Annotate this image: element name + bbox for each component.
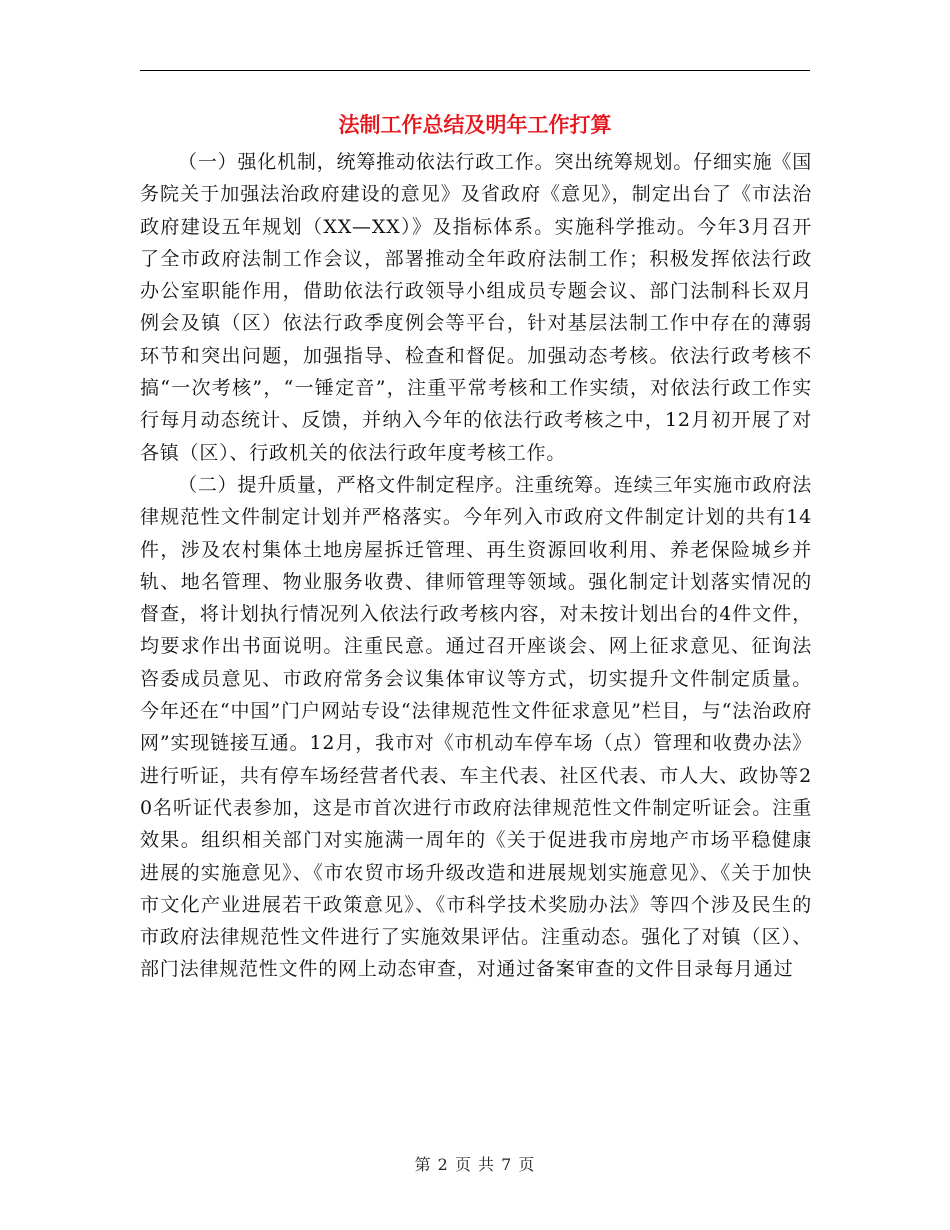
page-footer: 第 2 页 共 7 页 xyxy=(414,1155,536,1174)
document-title: 法制工作总结及明年工作打算 xyxy=(338,113,612,137)
header-rule xyxy=(140,70,810,71)
paragraph-2: （二）提升质量，严格文件制定程序。注重统筹。连续三年实施市政府法律规范性文件制定计划并严格落实。今年列入市政府文件制定计划的共有14件，涉及农村集体土地房屋拆迁管理、再生资源回收利用、养老保险城乡并轨、地名管理、物业服务收费、律师管理等领域。强化制定计划落实情况的督查，将计划执行情况列入依法行政考核内容，对未按计划出台的4件文件，均要求作出书面说明。注重民意。通过召开座谈会、网上征求意见、征询法咨委成员意见、市政府常务会议集体审议等方式，切实提升文件制定质量。今年还在“中国”门户网站专设“法律规范性文件征求意见”栏目，与“法治政府网”实现链接互通。12月，我市对《市机动车停车场（点）管理和收费办法》进行听证，共有停车场经营者代表、车主代表、社区代表、市人大、政协等20名听证代表参加，这是市首次进行市政府法律规范性文件制定听证会。注重效果。组织相关部门对实施满一周年的《关于促进我市房地产市场平稳健康进展的实施意见》、《市农贸市场升级改造和进展规划实施意见》、《关于加快市文化产业进展若干政策意见》、《市科学技术奖励办法》等四个涉及民生的市政府法律规范性文件进行了实施效果评估。注重动态。强化了对镇（区）、部门法律规范性文件的网上动态审查，对通过备案审查的文件目录每月通过 xyxy=(140,473,812,981)
paragraph-1: （一）强化机制，统筹推动依法行政工作。突出统筹规划。仔细实施《国务院关于加强法治政府建设的意见》及省政府《意见》，制定出台了《市法治政府建设五年规划（XX—XX）》及指标体系。实施科学推动。今年3月召开了全市政府法制工作会议，部署推动全年政府法制工作；积极发挥依法行政办公室职能作用，借助依法行政领导小组成员专题会议、部门法制科长双月例会及镇（区）依法行政季度例会等平台，针对基层法制工作中存在的薄弱环节和突出问题，加强指导、检查和督促。加强动态考核。依法行政考核不搞“一次考核”，“一锤定音”，注重平常考核和工作实绩，对依法行政工作实行每月动态统计、反馈，并纳入今年的依法行政考核之中，12月初开展了对各镇（区）、行政机关的依法行政年度考核工作。 xyxy=(140,151,812,464)
document-body xyxy=(140,146,812,986)
